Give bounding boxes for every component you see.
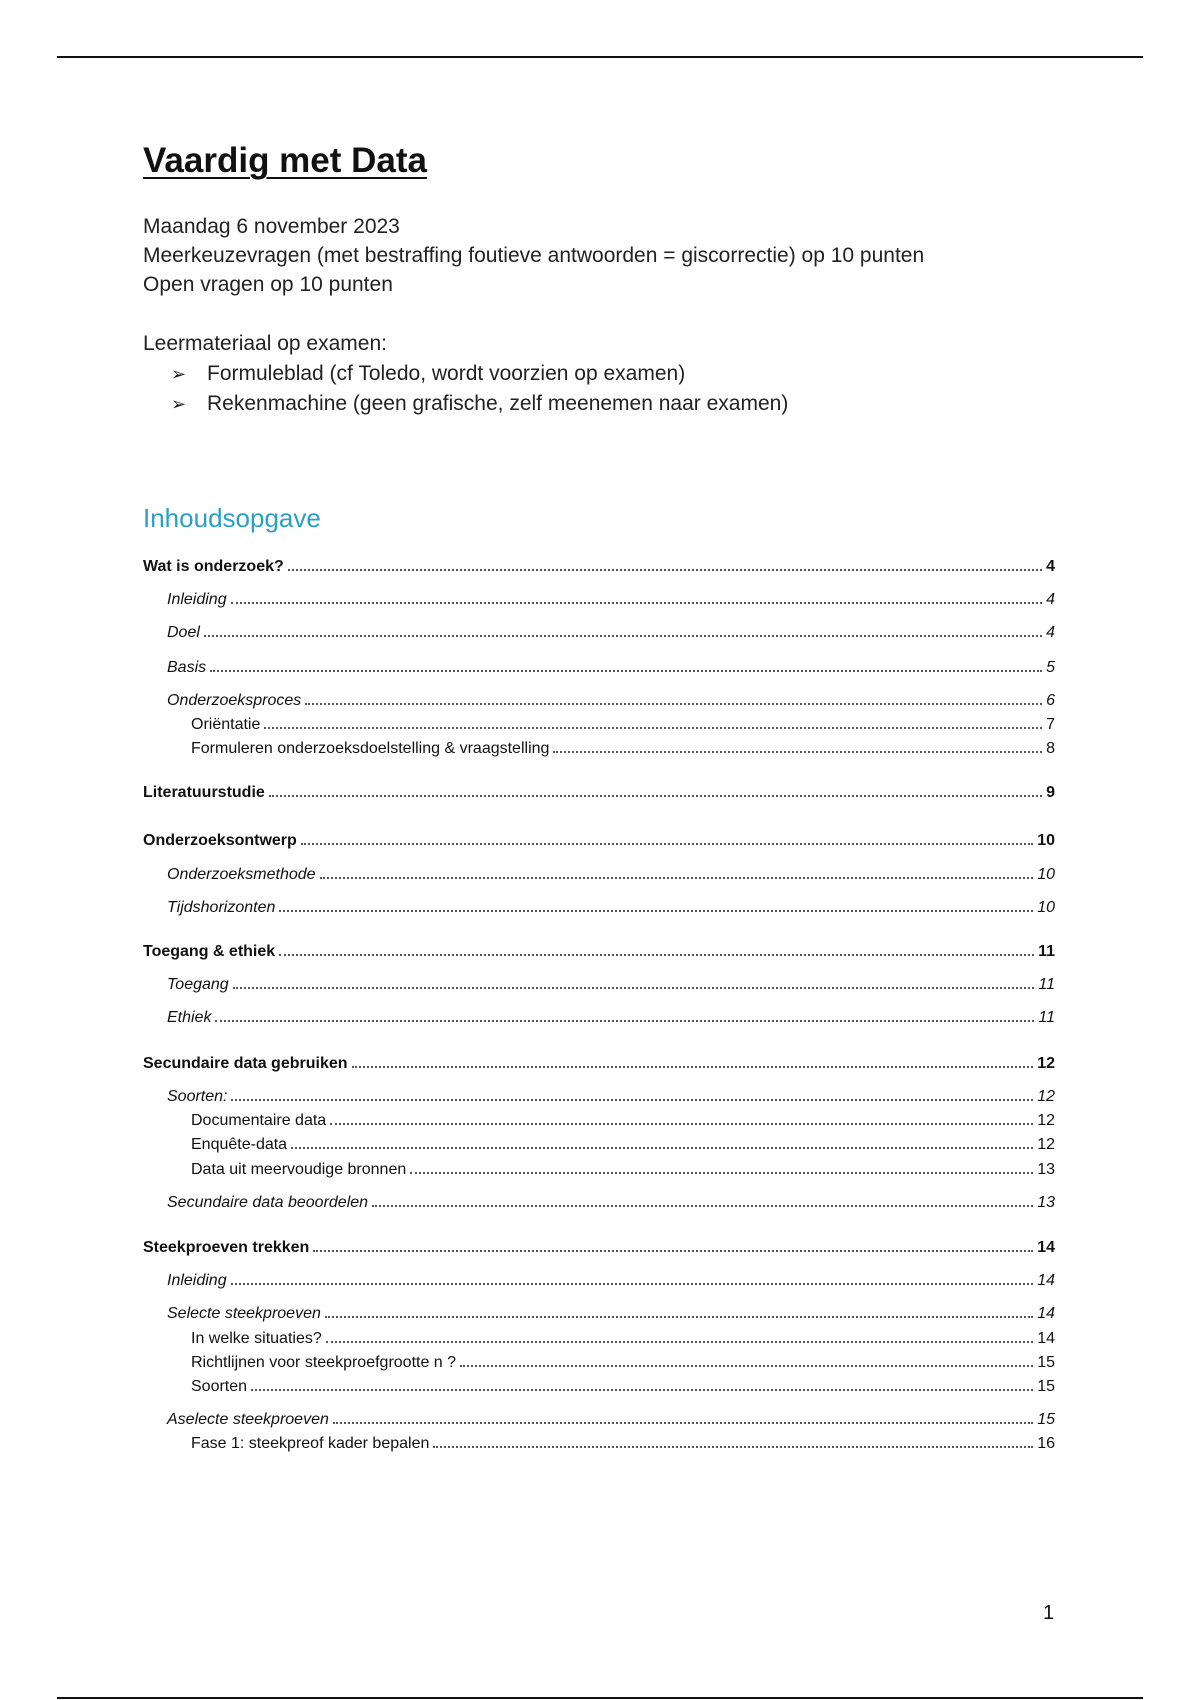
materials-list	[143, 359, 1055, 419]
document-title: Vaardig met Data	[143, 141, 427, 180]
toc-entry[interactable]: Toegang 11	[167, 976, 1055, 993]
toc-entry[interactable]: Onderzoeksontwerp 10	[143, 832, 1055, 849]
exam-open-questions: Open vragen op 10 punten	[143, 273, 393, 296]
toc-entry[interactable]: Enquête-data 12	[191, 1136, 1055, 1153]
toc-entry[interactable]: Ethiek 11	[167, 1009, 1055, 1026]
toc-entry[interactable]: Onderzoeksmethode 10	[167, 866, 1055, 883]
toc-entry[interactable]: Richtlijnen voor steekproefgrootte n ? 15	[191, 1354, 1055, 1371]
toc-entry[interactable]: Secundaire data gebruiken 12	[143, 1055, 1055, 1072]
page-number: 1	[1043, 1602, 1055, 1624]
toc-entry[interactable]: Toegang & ethiek 11	[143, 943, 1055, 960]
materials-heading: Leermateriaal op examen:	[143, 332, 387, 355]
table-of-contents	[143, 558, 1055, 1453]
toc-entry[interactable]: Secundaire data beoordelen 13	[167, 1194, 1055, 1211]
exam-date: Maandag 6 november 2023	[143, 215, 400, 238]
toc-heading: Inhoudsopgave	[143, 503, 321, 533]
toc-entry[interactable]: Selecte steekproeven 14	[167, 1305, 1055, 1322]
toc-entry[interactable]: Oriëntatie 7	[191, 716, 1055, 733]
toc-entry[interactable]: Fase 1: steekpreof kader bepalen 16	[191, 1435, 1055, 1452]
toc-entry[interactable]: Doel 4	[167, 624, 1055, 641]
toc-entry[interactable]: Steekproeven trekken 14	[143, 1239, 1055, 1256]
arrow-bullet-icon: ➢	[171, 364, 187, 384]
bottom-rule	[57, 1697, 1143, 1699]
exam-info	[143, 212, 1055, 299]
toc-entry[interactable]: Inleiding 4	[167, 591, 1055, 608]
document-body	[143, 140, 1055, 1453]
toc-entry[interactable]: Onderzoeksproces 6	[167, 692, 1055, 709]
materials-item: ➢ Rekenmachine (geen grafische, zelf meenemen naar examen)	[143, 389, 1055, 419]
toc-entry[interactable]: Formuleren onderzoeksdoelstelling & vraagstelling 8	[191, 740, 1055, 757]
toc-entry[interactable]: Soorten 15	[191, 1378, 1055, 1395]
toc-entry[interactable]: Basis 5	[167, 659, 1055, 676]
toc-entry[interactable]: Inleiding 14	[167, 1272, 1055, 1289]
toc-entry[interactable]: Literatuurstudie 9	[143, 784, 1055, 801]
toc-entry[interactable]: Soorten: 12	[167, 1088, 1055, 1105]
top-rule	[57, 56, 1143, 58]
exam-materials	[143, 329, 1055, 419]
exam-multiple-choice: Meerkeuzevragen (met bestraffing foutieve antwoorden = giscorrectie) op 10 punten	[143, 244, 925, 267]
arrow-bullet-icon: ➢	[171, 394, 187, 414]
toc-entry[interactable]: Wat is onderzoek? 4	[143, 558, 1055, 575]
toc-entry[interactable]: Data uit meervoudige bronnen 13	[191, 1161, 1055, 1178]
materials-item: ➢ Formuleblad (cf Toledo, wordt voorzien op examen)	[143, 359, 1055, 389]
toc-entry[interactable]: Aselecte steekproeven 15	[167, 1411, 1055, 1428]
toc-entry[interactable]: Documentaire data 12	[191, 1112, 1055, 1129]
toc-entry[interactable]: Tijdshorizonten 10	[167, 899, 1055, 916]
toc-entry[interactable]: In welke situaties? 14	[191, 1330, 1055, 1347]
